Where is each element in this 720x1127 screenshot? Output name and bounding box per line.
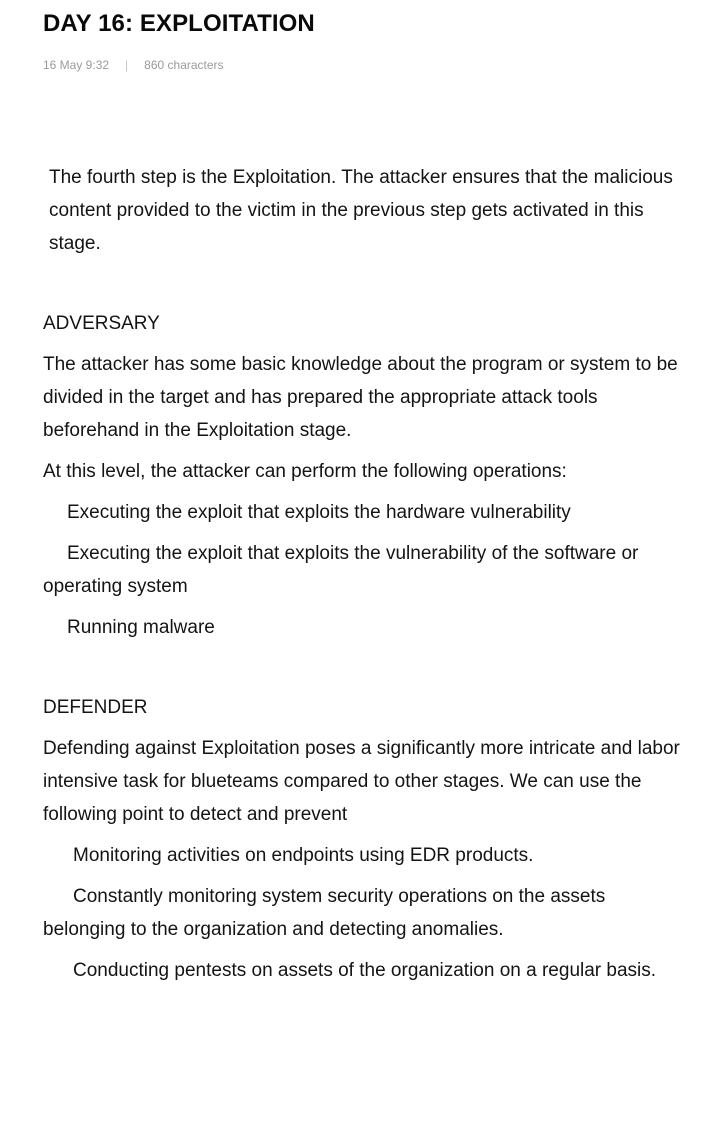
adversary-paragraph (43, 348, 683, 447)
defender-item: Monitoring activities on endpoints using EDR products. (73, 845, 534, 866)
spacer (43, 268, 683, 307)
intro-text-end: . The attacker ensures that the malicious content provided to the victim in the previous step gets activated in this stage. (49, 167, 673, 254)
adversary-item: Executing the exploit that exploits the hardware vulnerability (67, 502, 571, 523)
meta-separator: | (125, 58, 129, 72)
note-container (43, 8, 683, 995)
note-meta (43, 57, 683, 73)
note-body[interactable] (43, 161, 683, 987)
character-count: 860 characters (144, 58, 224, 72)
adversary-item: Running malware (67, 617, 215, 638)
adversary-item: Executing the exploit that exploits the vulnerability of the software or operating system (43, 543, 639, 597)
intro-term: Exploitation (232, 167, 331, 188)
note-title[interactable]: DAY 16: EXPLOITATION (43, 10, 315, 37)
adversary-term: Exploitation (196, 420, 295, 441)
spacer (43, 652, 683, 691)
intro-paragraph (43, 161, 683, 260)
adversary-operations-intro: At this level, the attacker can perform the following operations: (43, 461, 567, 482)
defender-item: Conducting pentests on assets of the organization on a regular basis. (73, 960, 657, 981)
defender-item: Constantly monitoring system security operations on the assets belonging to the organization and detecting anomalies. (43, 886, 606, 940)
defender-heading: DEFENDER (43, 697, 148, 718)
intro-text: The fourth step is the (49, 167, 233, 188)
adversary-heading: ADVERSARY (43, 313, 160, 334)
defender-paragraph: Defending against Exploitation poses a significantly more intricate and labor intensive task for blueteams compared to other stages. We can use the following point to detect and prevent (43, 738, 680, 825)
adversary-text: The attacker has some basic knowledge about the program or system to be divided in the target and has prepared the appropriate attack tools beforehand in the (43, 354, 678, 441)
adversary-text-end: stage. (294, 420, 352, 441)
note-date: 16 May 9:32 (43, 58, 110, 72)
